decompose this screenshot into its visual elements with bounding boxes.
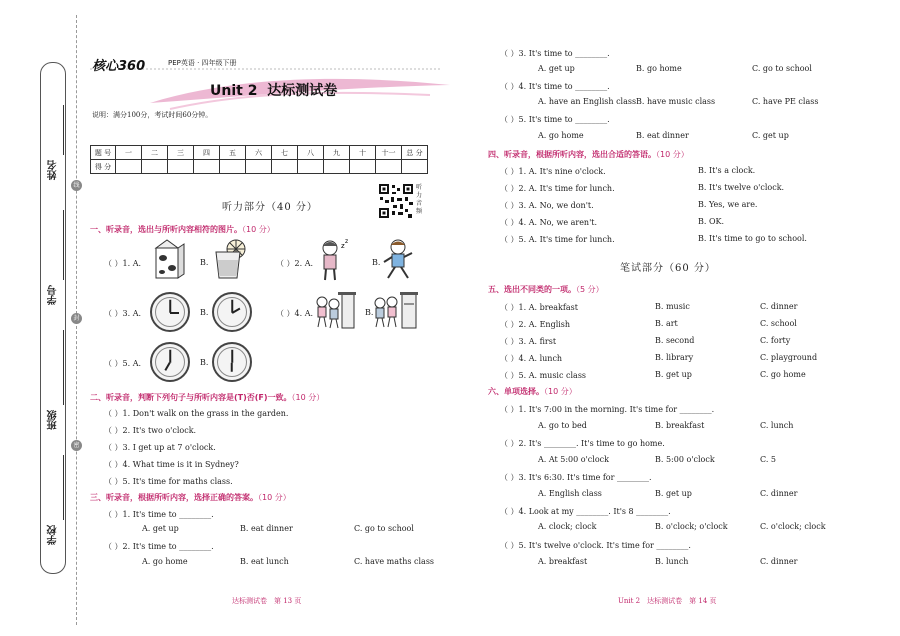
clock-minute-hand — [169, 350, 171, 363]
s5-q1: （ ）1. A. breakfast — [500, 303, 578, 312]
s5-q5: （ ）5. A. music class — [500, 371, 587, 380]
clock-icon — [150, 342, 190, 382]
clock-icon — [212, 292, 252, 332]
s6-q2-option-b: B. 5:00 o'clock — [655, 455, 715, 464]
section-2-title-text: 二、听录音，判断下列句子与所听内容是(T)否(F)一致。 — [90, 393, 292, 402]
section-5-points: （5 分） — [576, 285, 604, 294]
score-header-cell: 九 — [324, 146, 350, 160]
score-cell[interactable] — [324, 160, 350, 174]
s1-q4-a: （ ）4. A. — [276, 309, 314, 318]
qr-code[interactable] — [378, 183, 414, 219]
milk-carton-icon — [148, 238, 186, 280]
score-header-cell: 五 — [220, 146, 246, 160]
orange-juice-icon — [210, 238, 248, 280]
s1-q4-b: B. — [365, 308, 374, 317]
s6-q4: （ ）4. Look at my ________. It's 8 ________. — [500, 507, 671, 516]
s6-q3-option-b: B. get up — [655, 489, 692, 498]
s3-q2: （ ）2. It's time to ________. — [104, 542, 214, 551]
s3-q3-option-b: B. go home — [636, 64, 682, 73]
binding-mark-feng: 封 — [71, 313, 82, 324]
s5-q1-option-c: C. dinner — [760, 302, 798, 311]
svg-text:z: z — [345, 238, 349, 245]
s4-q2-option-b: B. It's twelve o'clock. — [698, 183, 785, 192]
s3-q1-option-b: B. eat dinner — [240, 524, 293, 533]
s1-q1-a: （ ）1. A. — [104, 259, 142, 268]
school-line — [63, 455, 64, 520]
s1-q3-b: B. — [200, 308, 209, 317]
s3-q4-option-a: A. have an English class — [538, 97, 637, 106]
s6-q2-option-c: C. 5 — [760, 455, 777, 464]
s5-q2-option-c: C. school — [760, 319, 797, 328]
score-header-cell: 题 号 — [91, 146, 116, 160]
score-header-cell: 七 — [272, 146, 298, 160]
girl-yawning-icon — [316, 238, 352, 282]
s5-q2: （ ）2. A. English — [500, 320, 571, 329]
s3-q3-option-a: A. get up — [538, 64, 575, 73]
footer-right: Unit 2 达标测试卷 第 14 页 — [618, 597, 717, 605]
kids-leaving-icon — [372, 290, 418, 330]
s1-q5-a: （ ）5. A. — [104, 359, 142, 368]
score-header-cell: 总 分 — [402, 146, 428, 160]
s6-q5-option-b: B. lunch — [655, 557, 689, 566]
s5-q3: （ ）3. A. first — [500, 337, 557, 346]
s6-q1-option-b: B. breakfast — [655, 421, 705, 430]
s6-q5-option-c: C. dinner — [760, 557, 798, 566]
s2-q4: （ ）4. What time is it in Sydney? — [104, 460, 239, 469]
s5-q5-option-b: B. get up — [655, 370, 692, 379]
kids-at-door-icon — [312, 290, 356, 330]
s5-q2-option-b: B. art — [655, 319, 678, 328]
s1-q1-b: B. — [200, 258, 209, 267]
s4-q5-option-b: B. It's time to go to school. — [698, 234, 807, 243]
s6-q5-option-a: A. breakfast — [538, 557, 588, 566]
clock-minute-hand — [169, 300, 171, 313]
s3-q4-option-c: C. have PE class — [752, 97, 819, 106]
s4-q2: （ ）2. A. It's time for lunch. — [500, 184, 615, 193]
s5-q3-option-b: B. second — [655, 336, 695, 345]
s6-q3: （ ）3. It's 6:30. It's time for ________. — [500, 473, 652, 482]
s5-q4-option-b: B. library — [655, 353, 694, 362]
number-label: 学号 — [48, 285, 59, 305]
s2-q1: （ ）1. Don't walk on the grass in the garden. — [104, 409, 289, 418]
score-header-cell: 六 — [246, 146, 272, 160]
section-6-points: （10 分） — [544, 387, 577, 396]
s3-q1-option-c: C. go to school — [354, 524, 414, 533]
s6-q1: （ ）1. It's 7:00 in the morning. It's time for ________. — [500, 405, 715, 414]
section-5-title-text: 五、选出不同类的一项。 — [488, 285, 576, 294]
section-1-points: （10 分） — [242, 225, 275, 234]
s1-q2-a: （ ）2. A. — [276, 259, 314, 268]
score-cell[interactable] — [376, 160, 402, 174]
section-5-title — [488, 284, 604, 295]
s4-q4: （ ）4. A. No, we aren't. — [500, 218, 598, 227]
section-6-title — [488, 386, 577, 397]
s3-q3: （ ）3. It's time to ________. — [500, 49, 610, 58]
s5-q3-option-c: C. forty — [760, 336, 791, 345]
section-6-title-text: 六、单项选择。 — [488, 387, 544, 396]
section-4-points: （10 分） — [656, 150, 689, 159]
s5-q1-option-b: B. music — [655, 302, 690, 311]
s4-q3: （ ）3. A. No, we don't. — [500, 201, 594, 210]
clock-minute-hand — [231, 300, 233, 313]
s2-q3: （ ）3. I get up at 7 o'clock. — [104, 443, 216, 452]
s5-q5-option-c: C. go home — [760, 370, 806, 379]
exam-note: 说明：满分100分，考试时间60分钟。 — [92, 111, 213, 119]
clock-minute-hand — [231, 350, 233, 363]
brand-logo: 核心360 — [92, 59, 146, 74]
s3-q3-option-c: C. go to school — [752, 64, 812, 73]
score-header-cell: 三 — [168, 146, 194, 160]
section-2-points: （10 分） — [291, 393, 325, 402]
s5-q4: （ ）4. A. lunch — [500, 354, 563, 363]
class-label: 班级 — [48, 410, 59, 430]
s6-q1-option-a: A. go to bed — [538, 421, 587, 430]
s3-q5-option-c: C. get up — [752, 131, 789, 140]
s6-q5: （ ）5. It's twelve o'clock. It's time for ________. — [500, 541, 691, 550]
section-3-points: （10 分） — [258, 493, 291, 502]
s3-q5-option-a: A. go home — [538, 131, 584, 140]
s3-q1: （ ）1. It's time to ________. — [104, 510, 214, 519]
s4-q4-option-b: B. OK. — [698, 217, 725, 226]
clock-icon — [150, 292, 190, 332]
score-cell[interactable] — [402, 160, 428, 174]
class-line — [63, 330, 64, 405]
score-header-cell: 四 — [194, 146, 220, 160]
qr-caption: 听力音频 — [416, 184, 423, 215]
boy-running-icon — [380, 238, 416, 282]
s4-q3-option-b: B. Yes, we are. — [698, 200, 758, 209]
writing-heading: 笔试部分（60 分） — [620, 263, 716, 274]
s6-q3-option-c: C. dinner — [760, 489, 798, 498]
s6-q3-option-a: A. English class — [538, 489, 602, 498]
s3-q5: （ ）5. It's time to ________. — [500, 115, 610, 124]
score-cell[interactable] — [194, 160, 220, 174]
s6-q2: （ ）2. It's ________. It's time to go home. — [500, 439, 665, 448]
s3-q2-option-a: A. go home — [142, 557, 188, 566]
book-title: PEP英语 · 四年级下册 — [168, 59, 237, 67]
binding-mark-mi: 密 — [71, 440, 82, 451]
s4-q5: （ ）5. A. It's time for lunch. — [500, 235, 615, 244]
s3-q2-option-c: C. have maths class — [354, 557, 435, 566]
clock-hour-hand — [231, 363, 233, 372]
score-cell[interactable] — [142, 160, 168, 174]
s5-q4-option-c: C. playground — [760, 353, 818, 362]
s3-q5-option-b: B. eat dinner — [636, 131, 689, 140]
score-header-cell: 十 — [350, 146, 376, 160]
s4-q1: （ ）1. A. It's nine o'clock. — [500, 167, 606, 176]
section-1-title — [90, 224, 275, 235]
clock-icon — [212, 342, 252, 382]
s2-q5: （ ）5. It's time for maths class. — [104, 477, 233, 486]
listening-heading: 听力部分（40 分） — [222, 202, 318, 213]
s6-q4-option-b: B. o'clock; o'clock — [655, 522, 728, 531]
number-line — [63, 210, 64, 280]
s6-q4-option-c: C. o'clock; clock — [760, 522, 826, 531]
score-header-cell: 八 — [298, 146, 324, 160]
section-4-title-text: 四、听录音，根据所听内容，选出合适的答语。 — [488, 150, 656, 159]
s3-q4: （ ）4. It's time to ________. — [500, 82, 610, 91]
section-2-title — [90, 392, 324, 403]
s1-q5-b: B. — [200, 358, 209, 367]
s3-q2-option-b: B. eat lunch — [240, 557, 289, 566]
school-label: 学校 — [48, 525, 59, 545]
score-header-cell: 十一 — [376, 146, 402, 160]
section-4-title — [488, 149, 689, 160]
section-3-title — [90, 492, 291, 503]
s4-q1-option-b: B. It's a clock. — [698, 166, 756, 175]
score-cell[interactable] — [116, 160, 142, 174]
s6-q1-option-c: C. lunch — [760, 421, 794, 430]
footer-left: 达标测试卷 第 13 页 — [232, 597, 302, 605]
score-cell[interactable] — [220, 160, 246, 174]
s1-q2-b: B. — [372, 258, 381, 267]
s3-q4-option-b: B. have music class — [636, 97, 716, 106]
score-cell[interactable] — [168, 160, 194, 174]
name-label: 姓名 — [48, 160, 59, 180]
score-row-label: 得 分 — [91, 160, 116, 174]
score-cell[interactable] — [298, 160, 324, 174]
score-cell[interactable] — [272, 160, 298, 174]
s2-q2: （ ）2. It's two o'clock. — [104, 426, 197, 435]
score-cell[interactable] — [350, 160, 376, 174]
s3-q1-option-a: A. get up — [142, 524, 179, 533]
s6-q2-option-a: A. At 5:00 o'clock — [538, 455, 609, 464]
section-1-title-text: 一、听录音，选出与所听内容相符的图片。 — [90, 225, 242, 234]
score-table — [90, 145, 428, 174]
clock-hour-hand — [170, 312, 179, 314]
name-line — [63, 105, 64, 155]
score-header-cell: 一 — [116, 146, 142, 160]
s1-q3-a: （ ）3. A. — [104, 309, 142, 318]
score-header-cell: 二 — [142, 146, 168, 160]
section-3-title-text: 三、听录音，根据所听内容，选择正确的答案。 — [90, 493, 258, 502]
score-cell[interactable] — [246, 160, 272, 174]
svg-text:z: z — [341, 242, 345, 250]
binding-mark-xian: 线 — [71, 180, 82, 191]
page-title: Unit 2 达标测试卷 — [210, 83, 338, 99]
s6-q4-option-a: A. clock; clock — [538, 522, 597, 531]
